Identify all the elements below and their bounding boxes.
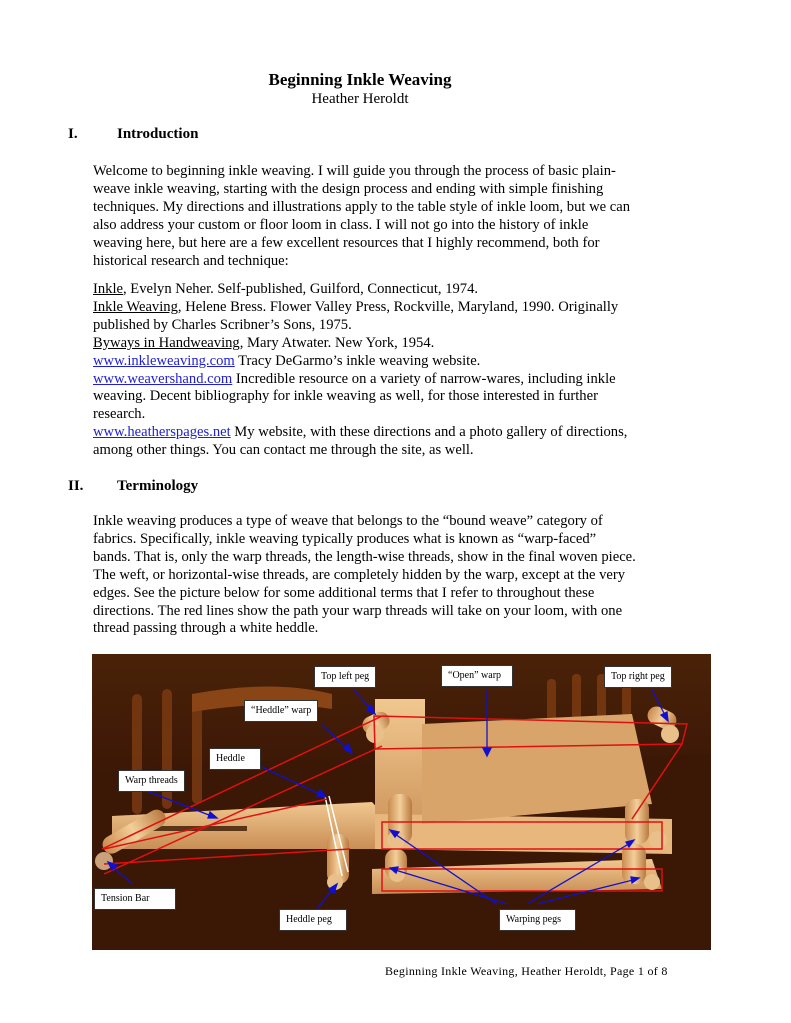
reference-details-cont: among other things. You can contact me through the site, as well.: [93, 442, 474, 459]
annotated-loom-photo: [92, 654, 711, 950]
label-heddle: Heddle: [209, 748, 261, 770]
section-heading-terminology: [0, 478, 720, 498]
text-line: bands. That is, only the warp threads, the length-wise threads, show in the final woven piece.: [93, 548, 636, 565]
section-number: II.: [68, 478, 84, 494]
text-line: weaving here, but here are a few excellent resources that I highly recommend, both for: [93, 234, 600, 251]
reference-item: [93, 371, 673, 389]
reference-list: [93, 281, 673, 460]
reference-details: , Evelyn Neher. Self-published, Guilford, Connecticut, 1974.: [123, 281, 479, 297]
reference-title: Inkle Weaving: [93, 298, 178, 315]
reference-details: Incredible resource on a variety of narrow-wares, including inkle: [232, 370, 616, 387]
text-line: directions. The red lines show the path your warp threads will take on your loom, with one: [93, 602, 623, 619]
text-line: Inkle weaving produces a type of weave that belongs to the “bound weave” category of: [93, 513, 603, 529]
text-line: techniques. My directions and illustrations apply to the table style of inkle loom, but we can: [93, 198, 631, 215]
label-warp-threads: Warp threads: [118, 770, 185, 792]
page-footer: Beginning Inkle Weaving, Heather Heroldt, Page 1 of 8: [385, 964, 668, 978]
reference-details: , Helene Bress. Flower Valley Press, Rockville, Maryland, 1990. Originally: [177, 298, 619, 315]
label-open-warp: “Open” warp: [441, 665, 513, 687]
reference-item: [93, 299, 673, 317]
reference-title: Byways in Handweaving: [93, 334, 240, 351]
reference-item: [93, 353, 673, 371]
section-heading-introduction: [0, 126, 720, 146]
loom-illustration: [92, 654, 711, 950]
reference-details: , Mary Atwater. New York, 1954.: [239, 334, 435, 351]
document-title: Beginning Inkle Weaving: [268, 70, 452, 89]
reference-details-cont: research.: [93, 406, 146, 423]
label-tension-bar: Tension Bar: [94, 888, 176, 910]
text-line: The weft, or horizontal-wise threads, are completely hidden by the warp, except at the very: [93, 566, 626, 583]
text-line: fabrics. Specifically, inkle weaving typically produces what is known as “warp-faced”: [93, 530, 597, 547]
label-heddle-peg: Heddle peg: [279, 909, 347, 931]
intro-paragraph: [93, 163, 673, 270]
label-top-left-peg: Top left peg: [314, 666, 376, 688]
section-number: I.: [68, 126, 78, 142]
reference-title: Inkle: [93, 281, 123, 297]
label-warping-pegs: Warping pegs: [499, 909, 576, 931]
text-line: also address your custom or floor loom in class. I will not go into the history of inkle: [93, 216, 589, 233]
reference-details-cont: published by Charles Scribner’s Sons, 1975.: [93, 316, 352, 333]
text-line: thread passing through a white heddle.: [93, 620, 319, 637]
text-line: Welcome to beginning inkle weaving. I will guide you through the process of basic plain-: [93, 163, 616, 179]
section-title: Terminology: [117, 478, 199, 494]
reference-details: Tracy DeGarmo’s inkle weaving website.: [234, 352, 481, 369]
document-author: Heather Heroldt: [311, 91, 409, 107]
link-inkleweaving[interactable]: www.inkleweaving.com: [93, 352, 235, 369]
reference-details-cont: weaving. Decent bibliography for inkle weaving as well, for those interested in further: [93, 388, 598, 405]
section-title: Introduction: [117, 126, 199, 142]
terminology-paragraph: [93, 513, 673, 638]
label-top-right-peg: Top right peg: [604, 666, 672, 688]
text-line: historical research and technique:: [93, 252, 289, 269]
text-line: weave inkle weaving, starting with the design process and ending with simple finishing: [93, 180, 604, 197]
reference-item: [93, 335, 673, 353]
reference-item: [93, 424, 673, 442]
reference-details: My website, with these directions and a photo gallery of directions,: [230, 424, 628, 441]
label-heddle-warp: “Heddle” warp: [244, 700, 318, 722]
link-weavershand[interactable]: www.weavershand.com: [93, 370, 233, 387]
link-heatherspages[interactable]: www.heatherspages.net: [93, 424, 231, 441]
text-line: edges. See the picture below for some additional terms that I refer to throughout these: [93, 584, 595, 601]
reference-item: [93, 281, 673, 299]
